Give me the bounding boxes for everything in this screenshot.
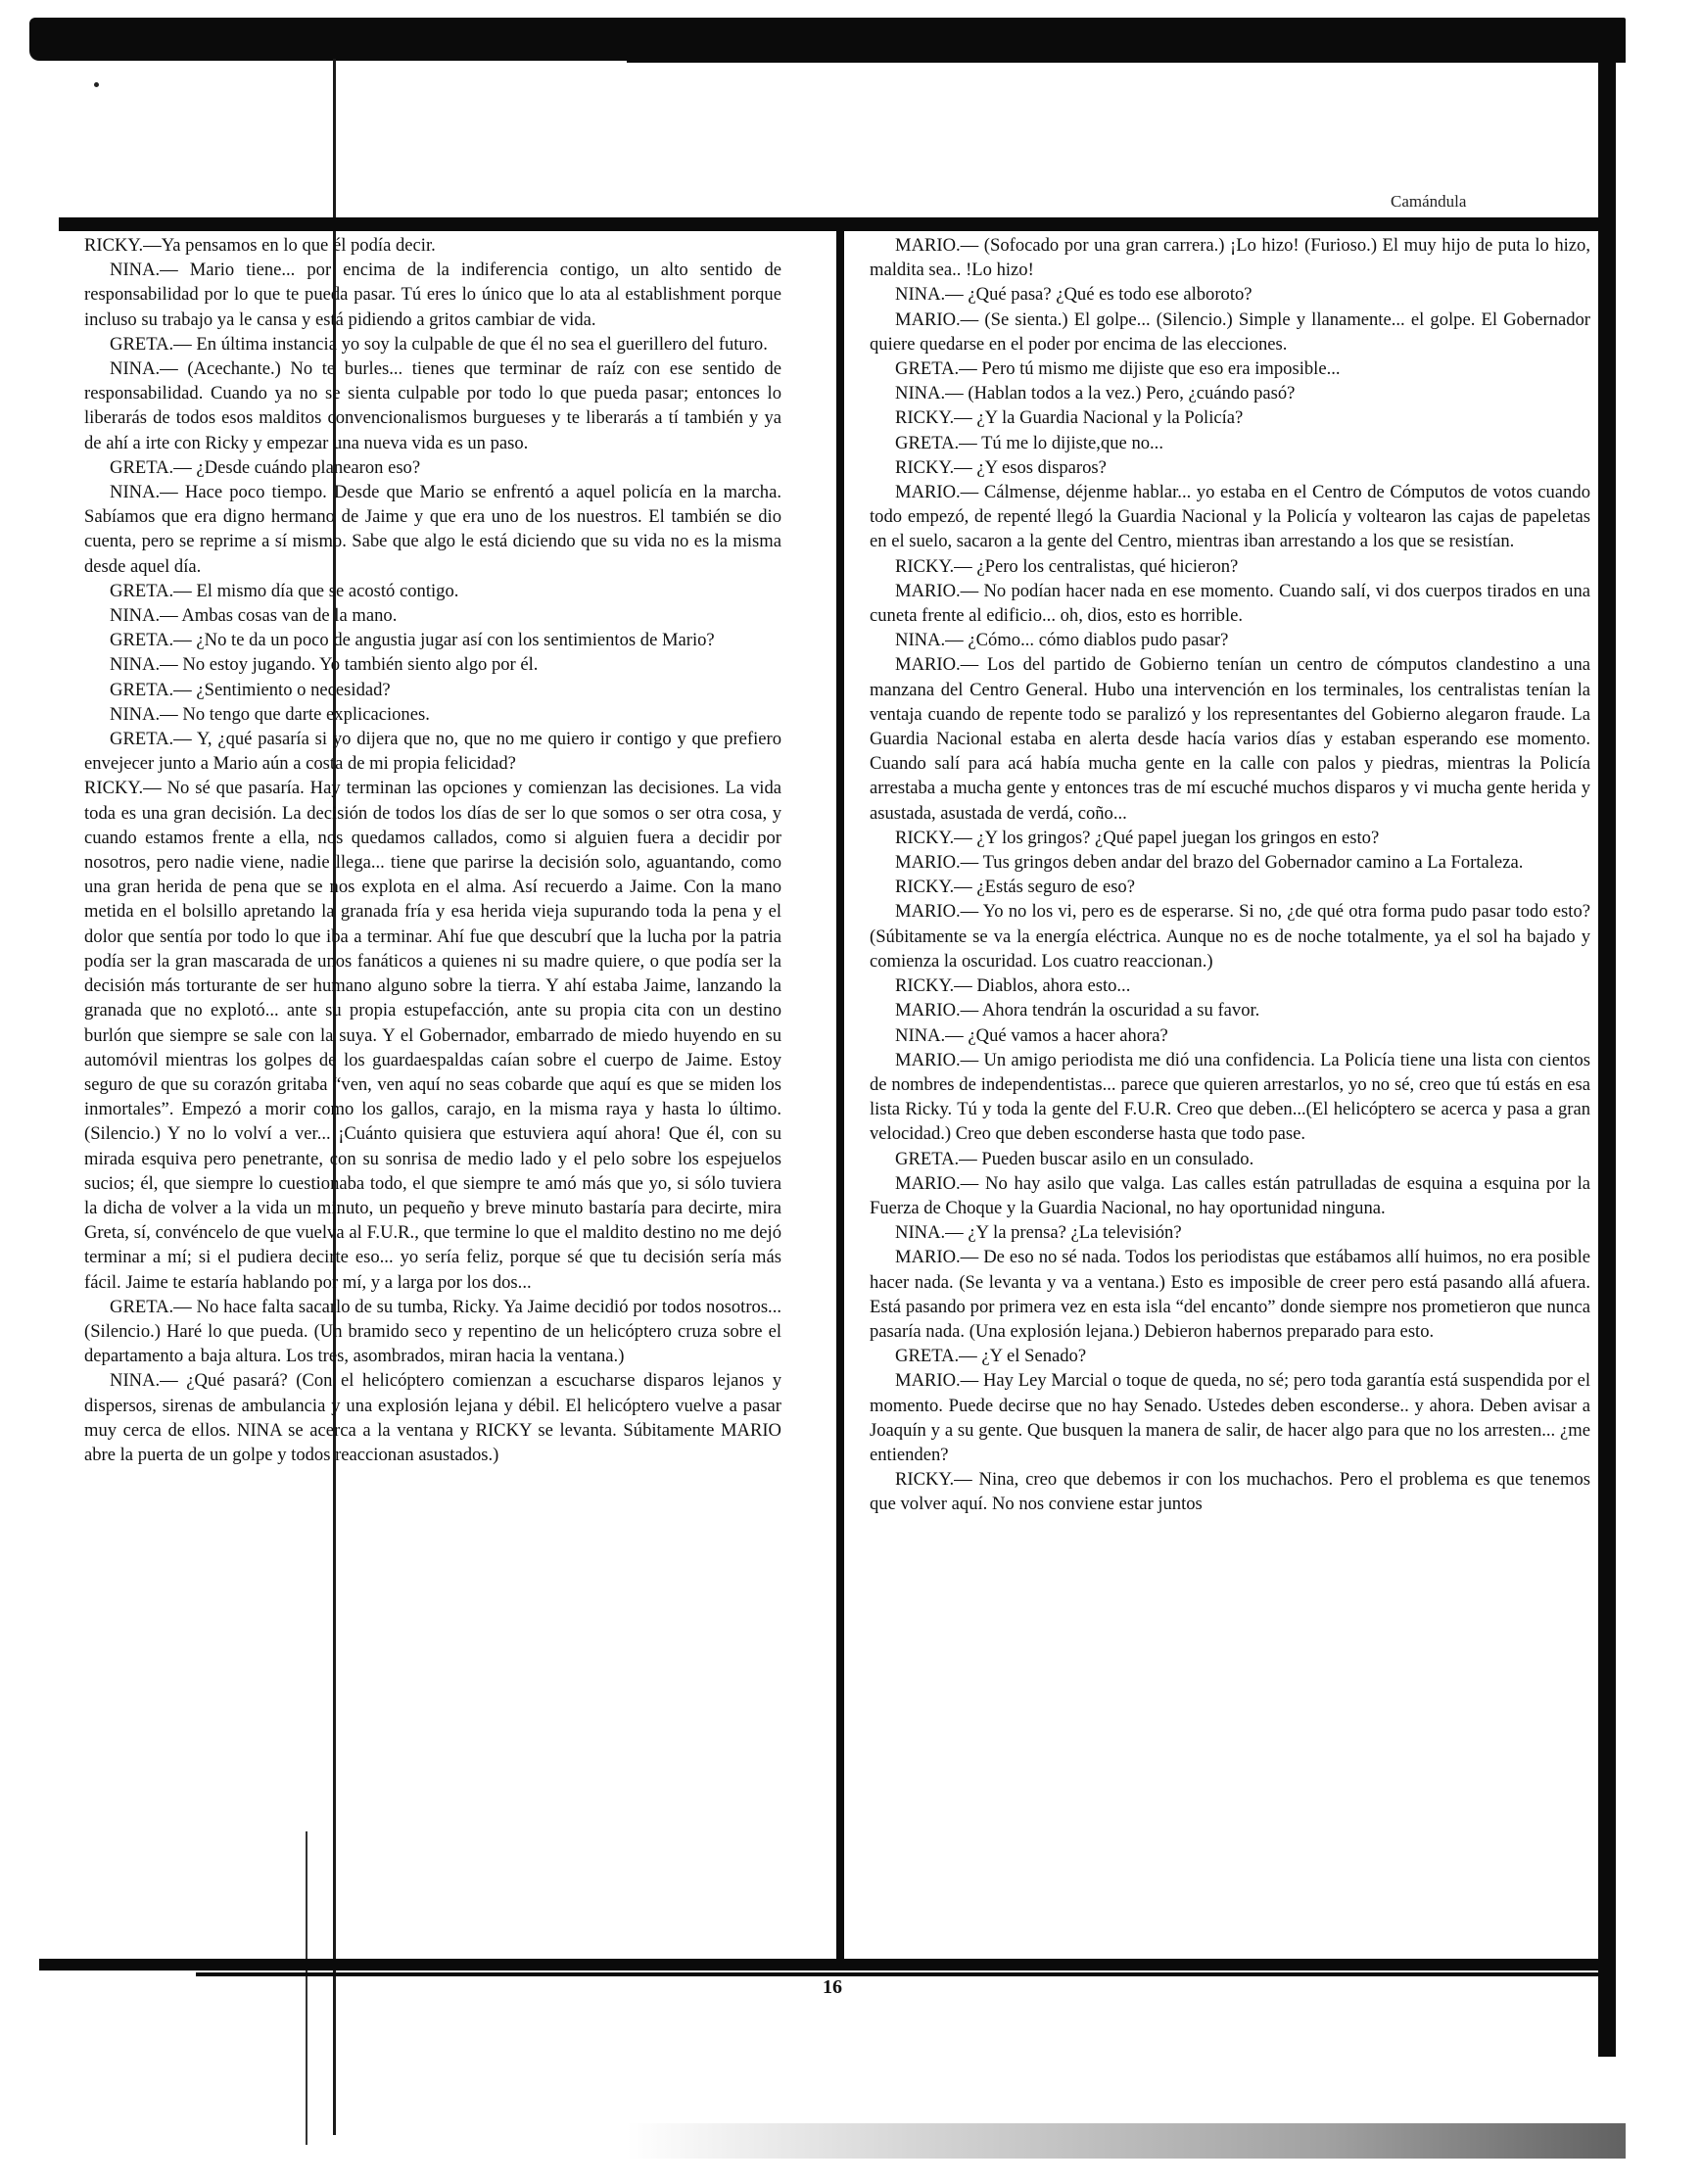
- paragraph: GRETA.— Pueden buscar asilo en un consulado.: [895, 1148, 1254, 1169]
- paragraph: GRETA.— El mismo día que se acostó contigo.: [110, 580, 459, 601]
- paragraph: RICKY.—Ya pensamos en lo que él podía decir.: [84, 235, 436, 256]
- paragraph: MARIO.— Los del partido de Gobierno tenían un centro de cómputos clandestino a una manzana del Centro General. Hubo una intervención en los terminales, los centralistas tenían la ventaja cuando de repente todo se paralizó y los representantes del Gobierno alegaron fraude. La Guardia Nacional estaba en alerta desde hacía varios días y estaban esperando ese momento. Cuando salí para acá había mucha gente en la calle con palos y piedras, mientras la Policía arrestaba a mucha gente y entonces tras de mí escuché muchos disparos y vi mucha gente herida y asustada, asustada de verdá, coño...: [870, 654, 1590, 824]
- top-rule: [59, 217, 1616, 231]
- paragraph: RICKY.— ¿Y esos disparos?: [895, 456, 1107, 478]
- paragraph: MARIO.— De eso no sé nada. Todos los periodistas que estábamos allí huimos, no era posible hacer nada. (Se levanta y va a ventana.) Esto es imposible de creer pero está pasando allá afuera. Está pasando por primera vez en esta isla “del encanto” donde siempre nos prometieron que nunca pasaría nada. (Una explosión lejana.) Debieron habernos preparado para esto.: [870, 1247, 1590, 1342]
- paragraph: NINA.— Mario tiene... por encima de la indiferencia contigo, un alto sentido de responsabilidad por lo que te pueda pasar. Tú eres lo único que lo ata al establishment porque incluso su trabajo ya le cansa y está pidiendo a gritos cambiar de vida.: [84, 260, 781, 330]
- paragraph: MARIO.— No hay asilo que valga. Las calles están patrulladas de esquina a esquina por la Fuerza de Choque y la Guardia Nacional, no hay oportunidad ninguna.: [870, 1172, 1590, 1218]
- paragraph: NINA.— No estoy jugando. Yo también siento algo por él.: [110, 654, 539, 676]
- paragraph: NINA.— Hace poco tiempo. Desde que Mario se enfrentó a aquel policía en la marcha. Sabíamos que era digno hermano de Jaime y que era uno de los nuestros. El también se dio cuenta, pero se reprime a sí mismo. Sabe que algo le está diciendo que su vida no es la misma desde aquel día.: [84, 482, 781, 577]
- paragraph: RICKY.— ¿Y los gringos? ¿Qué papel juegan los gringos en esto?: [895, 827, 1380, 848]
- paragraph: RICKY.— Nina, creo que debemos ir con los muchachos. Pero el problema es que tenemos que volver aquí. No nos conviene estar juntos: [870, 1469, 1590, 1515]
- running-head: Camándula: [1391, 192, 1467, 211]
- paragraph: MARIO.— (Sofocado por una gran carrera.) ¡Lo hizo! (Furioso.) El muy hijo de puta lo hizo, maldita sea.. !Lo hizo!: [870, 235, 1590, 281]
- speck: [94, 82, 99, 87]
- paragraph: GRETA.— ¿Sentimiento o necesidad?: [110, 679, 391, 700]
- paragraph: NINA.— Ambas cosas van de la mano.: [110, 605, 398, 627]
- paragraph: NINA.— ¿Y la prensa? ¿La televisión?: [895, 1222, 1182, 1244]
- paragraph: MARIO.— No podían hacer nada en ese momento. Cuando salí, vi dos cuerpos tirados en una cuneta frente al edificio... oh, dios, esto es horrible.: [870, 580, 1590, 627]
- paragraph: GRETA.— Pero tú mismo me dijiste que eso era imposible...: [895, 358, 1341, 380]
- paragraph: RICKY.— ¿Y la Guardia Nacional y la Policía?: [895, 407, 1244, 429]
- paragraph: GRETA.— No hace falta sacarlo de su tumba, Ricky. Ya Jaime decidió por todos nosotros... (Silencio.) Haré lo que pueda. (Un bramido seco y repentino de un helicóptero cruza sobre el departamento a baja altura. Los tres, asombrados, miran hacia la ventana.): [84, 1296, 781, 1367]
- paragraph: GRETA.— ¿Desde cuándo planearon eso?: [110, 456, 421, 478]
- paragraph: MARIO.— Hay Ley Marcial o toque de queda, no sé; pero toda garantía está suspendida por el momento. Puede decirse que no hay Senado. Ustedes deben esconderse.. y ahora. Deben avisar a Joaquín y a su gente. Que busquen la manera de salir, de hacer algo para que no los arresten... ¿me entienden?: [870, 1370, 1590, 1465]
- paragraph: MARIO.— Yo no los vi, pero es de esperarse. Si no, ¿de qué otra forma pudo pasar todo esto? (Súbitamente se va la energía eléctrica. Aunque no es de noche totalmente, ya el sol ha bajado y comienza la oscuridad. Los cuatro reaccionan.): [870, 901, 1590, 972]
- top-bar-edge: [627, 53, 1626, 63]
- paragraph: GRETA.— En última instancia yo soy la culpable de que él no sea el guerillero del futuro.: [110, 333, 768, 355]
- paragraph: NINA.— (Hablan todos a la vez.) Pero, ¿cuándo pasó?: [895, 383, 1296, 404]
- paragraph: MARIO.— (Se sienta.) El golpe... (Silencio.) Simple y llanamente... el golpe. El Gobernador quiere quedarse en el poder por encima de las elecciones.: [870, 309, 1590, 355]
- paragraph: RICKY.— No sé que pasaría. Hay terminan las opciones y comienzan las decisiones. La vida toda es una gran decisión. La decisión de todos los días de ser lo que somos o ser otra cosa, y cuando estamos frente a ella, nos quedamos callados, como si alguien fuera a decidir por nosotros, pero nadie viene, nadie llega... tiene que parirse la decisión solo, aguantando, como una gran herida de pena que se nos explota en el alma. Así recuerdo a Jaime. Con la mano metida en el bolsillo apretando la granada fría y esa herida vieja supurando toda la pena y el dolor que sentía por todo lo que iba a terminar. Ahí fue que descubrí que la lucha por la patria podía ser la gran mascarada de unos fanáticos a quienes ni su madre quiere, o que podía ser la decisión más torturante de ser humano alguno sobre la tierra. Y ahí estaba Jaime, lanzando la granada que no explotó... ante su propia estupefacción, ante su propia cita con un destino burlón que siempre se sale con la suya. Y el Gobernador, embarrado de miedo huyendo en su automóvil mientras los golpes de los guardaespaldas caían sobre el cuerpo de Jaime. Estoy seguro de que su corazón gritaba “ven, ven aquí no seas cobarde que aquí es que se miden los inmortales”. Empezó a morir como los gallos, carajo, en la misma raya y hasta lo último. (Silencio.) Y no lo volví a ver... ¡Cuánto quisiera que estuviera aquí ahora! Que él, con su mirada esquiva pero penetrante, con su sonrisa de medio lado y el pelo sobre los espejuelos sucios; él, que siempre lo cuestionaba todo, el que siempre te amó más que yo, si sólo tuviera la dicha de volver a la vida un minuto, un pequeño y breve minuto bastaría para decirte, mira Greta, sí, convéncelo de que vuelva al F.U.R., que termine lo que el maldito destino no me dejó terminar a mí; si el pudiera decirte eso... yo sería feliz, porque sé que tu decisión sería más fácil. Jaime te estaría hablando por mí, y a larga por los dos...: [84, 778, 781, 1293]
- paragraph: GRETA.— Tú me lo dijiste,que no...: [895, 432, 1163, 453]
- paragraph: NINA.— ¿Qué pasa? ¿Qué es todo ese alboroto?: [895, 284, 1253, 306]
- right-edge-shadow: [1598, 59, 1616, 2057]
- paragraph: MARIO.— Cálmense, déjenme hablar... yo estaba en el Centro de Cómputos de votos cuando todo empezó, de repenté llegó la Guardia Nacional y la Policía y voltearon las cajas de papeletas en el suelo, sacaron a la gente del Centro, mientras iban arrestando a los que se resistían.: [870, 482, 1590, 552]
- bottom-rule-thin: [196, 1972, 1616, 1976]
- paragraph: GRETA.— ¿Y el Senado?: [895, 1346, 1087, 1367]
- paragraph: GRETA.— Y, ¿qué pasaría si yo dijera que no, que no me quiero ir contigo y que prefiero envejecer junto a Mario aún a costa de mi propia felicidad?: [84, 729, 781, 775]
- bottom-rule: [39, 1959, 1616, 1970]
- paragraph: RICKY.— Diablos, ahora esto...: [895, 975, 1131, 997]
- column-divider: [836, 231, 844, 1959]
- paragraph: RICKY.— ¿Estás seguro de eso?: [895, 877, 1135, 898]
- paragraph: RICKY.— ¿Pero los centralistas, qué hicieron?: [895, 555, 1239, 577]
- paragraph: NINA.— ¿Qué vamos a hacer ahora?: [895, 1024, 1168, 1046]
- paragraph: NINA.— ¿Cómo... cómo diablos pudo pasar?: [895, 630, 1229, 651]
- paragraph: MARIO.— Un amigo periodista me dió una confidencia. La Policía tiene una lista con cientos de nombres de independentistas... parece que quieren arrestarlos, yo no sé, creo que tú estás en esa lista Ricky. Tú y toda la gente del F.U.R. Creo que deben...(El helicóptero se acerca y pasa a gran velocidad.) Creo que deben esconderse hasta que todo pase.: [870, 1049, 1590, 1145]
- paragraph: NINA.— No tengo que darte explicaciones.: [110, 703, 430, 725]
- paragraph: NINA.— (Acechante.) No te burles... tienes que terminar de raíz con ese sentido de responsabilidad. Cuando ya no se sienta culpable por todo lo que pueda pasar; entonces lo liberarás de todos esos malditos convencionalismos burgueses y te liberarás a tí también y ya de ahí a irte con Ricky y empezar una nueva vida es un paso.: [84, 358, 781, 453]
- page-number: 16: [823, 1976, 842, 1998]
- paragraph: NINA.— ¿Qué pasará? (Con el helicóptero comienzan a escucharse disparos lejanos y dispersos, sirenas de ambulancia y una explosión lejana y débil. El helicóptero vuelve a pasar muy cerca de ellos. NINA se acerca a la ventana y RICKY se levanta. Súbitamente MARIO abre la puerta de un golpe y todos reaccionan asustados.): [84, 1370, 781, 1465]
- paragraph: GRETA.— ¿No te da un poco de angustia jugar así con los sentimientos de Mario?: [110, 630, 715, 651]
- right-column: [870, 233, 1590, 1517]
- page-fold-line-lower: [306, 1831, 307, 2145]
- paragraph: MARIO.— Ahora tendrán la oscuridad a su favor.: [895, 1000, 1260, 1021]
- left-column: [84, 233, 781, 1467]
- scan-shadow: [627, 2123, 1626, 2159]
- paragraph: MARIO.— Tus gringos deben andar del brazo del Gobernador camino a La Fortaleza.: [895, 852, 1524, 874]
